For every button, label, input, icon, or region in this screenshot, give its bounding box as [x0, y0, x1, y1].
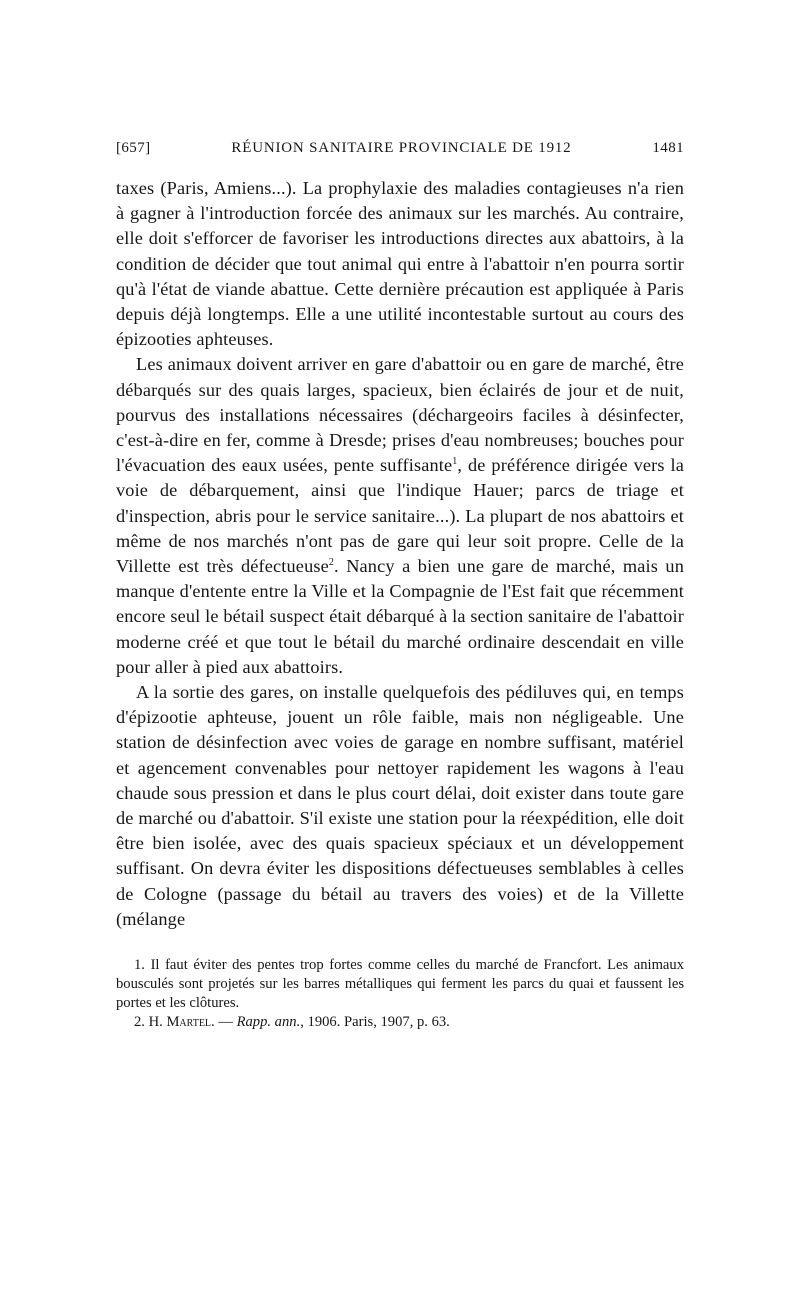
footnote-2-dash: — [214, 1014, 237, 1031]
body-text [116, 176, 684, 932]
paragraph-3: A la sortie des gares, on installe quelquefois des pédiluves qui, en temps d'épizootie aphteuse, jouent un rôle faible, mais non négligeable. Une station de désinfection avec voies de garage en nombre suffisant, matériel et agencement convenables pour nettoyer rapidement les wagons à l'eau chaude sous pression et dans le plus court délai, doit exister dans toute gare de marché ou d'abattoir. S'il existe une station pour la réexpédition, elle doit être bien isolée, avec des quais spacieux spéciaux et un développement suffisant. On devra éviter les dispositions défectueuses semblables à celles de Cologne (passage du bétail au travers des voies) et de la Villette (mélange [116, 682, 684, 929]
page-number: 1481 [652, 140, 684, 156]
footnotes [116, 956, 684, 1032]
footnote-2-number: 2. [134, 1014, 145, 1031]
running-header [116, 140, 684, 166]
footnote-2-author: H. Martel. [148, 1014, 215, 1031]
footnote-1 [116, 956, 684, 1013]
section-number: [657] [116, 140, 151, 156]
document-page [116, 140, 684, 1032]
running-title: RÉUNION SANITAIRE PROVINCIALE DE 1912 [231, 140, 572, 156]
paragraph-2 [116, 352, 684, 680]
paragraph-2-part-3: . Nancy a bien une gare de marché, mais un manque d'entente entre la Ville et la Compagnie de l'Est fait que récemment encore seul le bétail suspect était débarqué à la section sanitaire de l'abattoir moderne créé et que tout le bétail du marché ordinaire descendait en ville pour aller à pied aux abattoirs. [116, 556, 684, 677]
paragraph-2-part-1: Les animaux doivent arriver en gare d'abattoir ou en gare de marché, être débarqués sur des quais larges, spacieux, bien éclairés de jour et de nuit, pourvus des installations nécessaires (déchargeoirs faciles à désinfecter, c'est-à-dire en fer, comme à Dresde; prises d'eau nombreuses; bouches pour l'évacuation des eaux usées, pente suffisante [116, 354, 684, 476]
footnote-ref-1: 1 [452, 456, 458, 468]
footnote-1-text: Il faut éviter des pentes trop fortes comme celles du marché de Francfort. Les animaux bousculés sont projetés sur les barres métalliques qui ferment les parcs du quai et faussent les portes et les clôtures. [116, 957, 684, 1012]
paragraph-2-part-2: , de préférence dirigée vers la voie de débarquement, ainsi que l'indique Hauer; parcs de triage et d'inspection, abris pour le service sanitaire...). La plupart de nos abattoirs et même de nos marchés n'ont pas de gare qui leur soit propre. Celle de la Villette est très défectueuse [116, 455, 684, 577]
footnote-2 [116, 1013, 684, 1032]
footnote-1-number: 1. [134, 957, 145, 974]
paragraph-1: taxes (Paris, Amiens...). La prophylaxie des maladies contagieuses n'a rien à gagner à l'introduction forcée des animaux sur les marchés. Au contraire, elle doit s'efforcer de favoriser les introductions directes aux abattoirs, à la condition de décider que tout animal qui entre à l'abattoir n'en pourra sortir qu'à l'état de viande abattue. Cette dernière précaution est appliquée à Paris depuis déjà longtemps. Elle a une utilité incontestable surtout au cours des épizooties aphteuses. [116, 178, 684, 350]
footnote-2-rest: , 1906. Paris, 1907, p. 63. [300, 1014, 450, 1031]
footnote-ref-2: 2 [328, 556, 335, 568]
footnote-2-source: Rapp. ann. [236, 1014, 301, 1031]
